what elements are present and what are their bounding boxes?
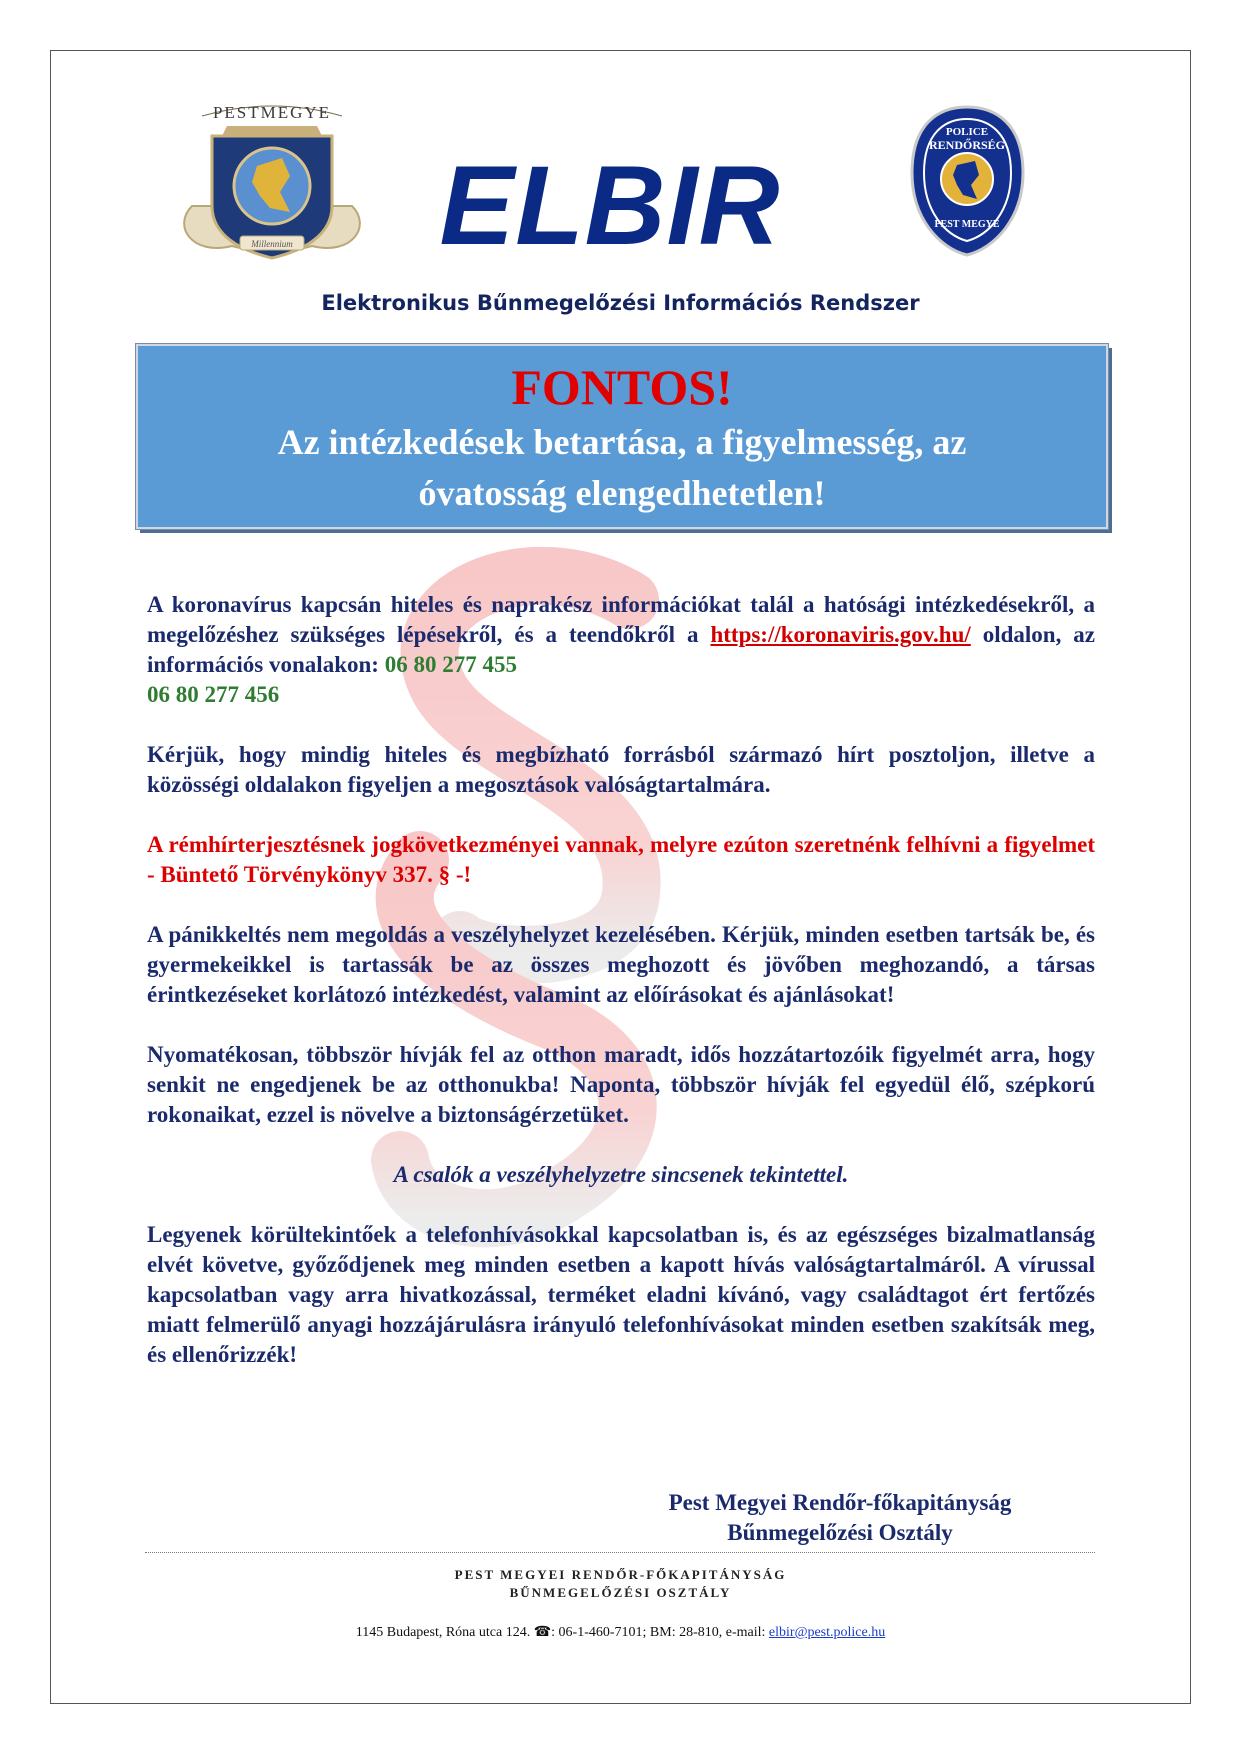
brand-subtitle: Elektronikus Bűnmegelőzési Információs Rendszer <box>321 291 920 315</box>
banner-title: FONTOS! <box>511 359 733 415</box>
paragraph-info-sources <box>147 590 1095 680</box>
paragraph-rumor-warning: A rémhírterjesztésnek jogkövetkezményei vannak, melyre ezúton szeretnénk felhívni a figyelmet - Büntető Törvénykönyv 337. § -! <box>147 832 1095 887</box>
paragraph-credible-sources: Kérjük, hogy mindig hiteles és megbízható forrásból származó hírt posztoljon, illetve a közösségi oldalakon figyeljen a megosztások valóságtartalmára. <box>147 742 1095 797</box>
telephone-icon: ☎ <box>533 1625 552 1640</box>
footer-organization <box>0 1566 1241 1602</box>
brand-title: ELBIR <box>439 143 781 268</box>
signature-block <box>560 1488 1120 1548</box>
signature-line-2: Bűnmegelőzési Osztály <box>727 1520 953 1545</box>
phone-line-2-row <box>147 680 1095 710</box>
signature-line-1: Pest Megyei Rendőr-főkapitányság <box>668 1490 1012 1515</box>
banner-line-2: óvatosság elengedhetetlen! <box>418 472 826 513</box>
phone-line-2: 06 80 277 456 <box>147 682 280 707</box>
banner-line-1: Az intézkedések betartása, a figyelmesség, az <box>277 422 967 462</box>
coat-of-arms-motto: Millennium <box>251 239 293 249</box>
footer-org-line-2: BŰNMEGELŐZÉSI OSZTÁLY <box>509 1585 732 1600</box>
document-body <box>147 590 1095 1370</box>
badge-bottom-text: PEST MEGYE <box>934 219 1000 230</box>
paragraph-call-relatives: Nyomatékosan, többször hívják fel az otthon maradt, idős hozzátartozóik figyelmét arra, hogy senkit ne engedjenek be az otthonukba! Naponta, többször hívják fel egyedül élő, szépkorú rokonaikat, ezzel is növelve a biztonságérzetüket. <box>147 1042 1095 1127</box>
paragraph-phone-calls: Legyenek körültekintőek a telefonhívásokkal kapcsolatban is, és az egészséges bizalmatlanság elvét követve, győződjenek meg minden esetben a kapott hívás valóságtartalmáról. A vírussal kapcsolatban vagy arra hivatkozással, terméket eladni kívánó, vagy családtagot ért fertőzés miatt felmerülő anyagi hozzájárulásra irányuló telefonhívásokat minden esetben szakítsák meg, és ellenőrizzék! <box>147 1222 1095 1367</box>
coat-of-arms-title: PESTMEGYE <box>212 103 332 122</box>
badge-mid-text: RENDŐRSÉG <box>928 138 1006 152</box>
phone-line-1: 06 80 277 455 <box>384 652 517 677</box>
footer-address-text: 1145 Budapest, Róna utca 124. <box>355 1625 534 1640</box>
footer-org-line-1: PEST MEGYEI RENDŐR-FŐKAPITÁNYSÁG <box>454 1567 787 1582</box>
footer-email-link[interactable]: elbir@pest.police.hu <box>768 1625 886 1640</box>
info-tail-text: oldalon, az információs vonalakon: <box>147 622 1096 677</box>
police-badge-icon <box>905 103 1030 258</box>
badge-top-text: POLICE <box>945 126 989 138</box>
koronavirus-link[interactable]: https://koronaviris.gov.hu/ <box>710 622 971 647</box>
paragraph-fraud-note: A csalók a veszélyhelyzetre sincsenek tekintettel. <box>393 1162 849 1187</box>
info-lead-text: A koronavírus kapcsán hiteles és naprakész információkat talál a hatósági intézkedésekről, a megelőzéshez szükséges lépésekről, és a teendőkről a <box>147 592 1095 647</box>
footer-divider <box>145 1552 1095 1553</box>
footer-contacts: : 06-1-460-7101; BM: 28-810, e-mail: <box>551 1625 769 1640</box>
footer-address <box>0 1624 1241 1641</box>
paragraph-panic: A pánikkeltés nem megoldás a veszélyhelyzet kezelésében. Kérjük, minden esetben tartsák be, és gyermekeikkel is tartassák be az összes meghozott és jövőben meghozandó, a társas érintkezéseket korlátozó intézkedést, valamint az előírásokat és ajánlásokat! <box>147 922 1095 1007</box>
important-banner <box>136 344 1108 529</box>
